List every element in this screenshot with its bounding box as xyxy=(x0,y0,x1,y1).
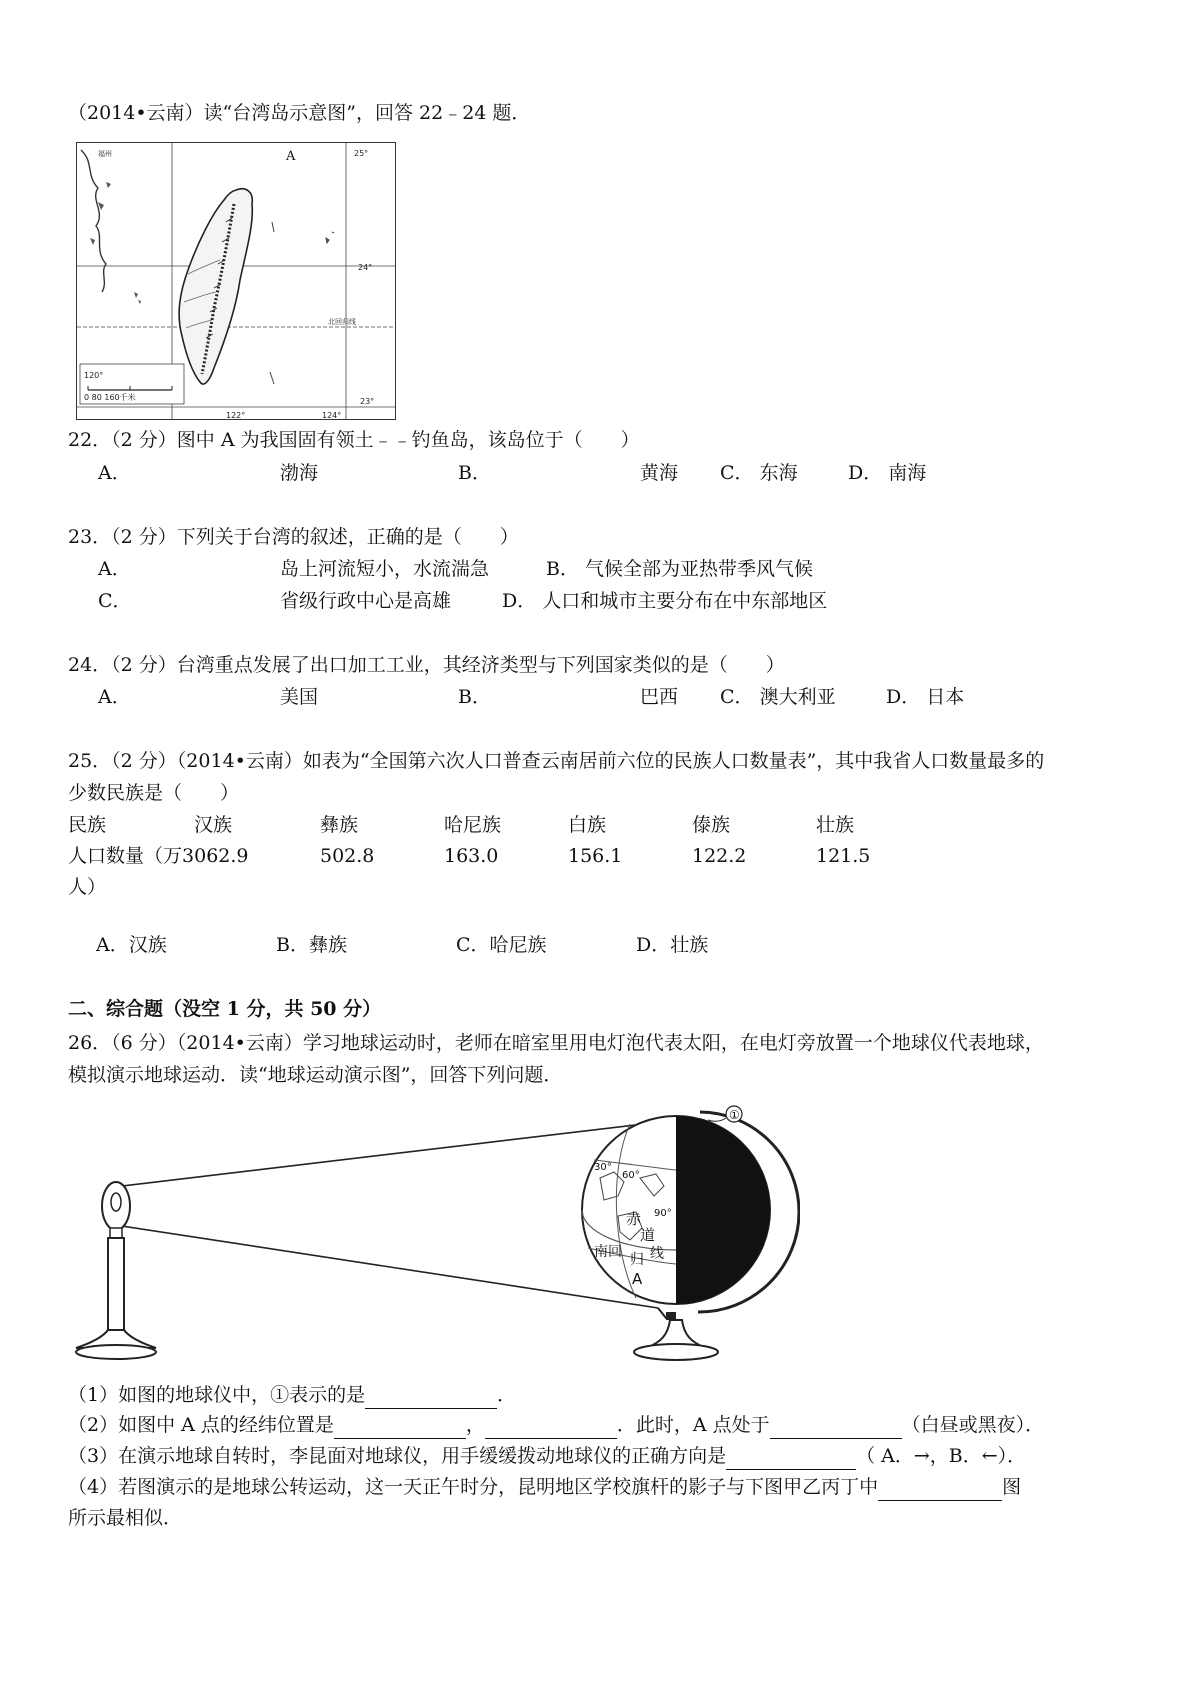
figure-label-tropic-1: 南回 xyxy=(594,1244,622,1260)
q23-option-b: B． 气候全部为亚热带季风气候 xyxy=(546,558,814,580)
map-label-tropic: 北回归线 xyxy=(328,318,356,326)
q22-option-b-label: B． xyxy=(458,462,491,484)
figure-label-90: 90° xyxy=(654,1208,672,1219)
q23-stem: 23．（2 分）下列关于台湾的叙述，正确的是（ ） xyxy=(68,526,519,548)
table-row-label-line2: 人） xyxy=(68,876,107,898)
answer-blank-2[interactable] xyxy=(334,1412,466,1439)
intro-text: （2014•云南）读“台湾岛示意图”，回答 22﹣24 题． xyxy=(68,102,531,124)
q26-part4-end: 图 xyxy=(1002,1476,1022,1498)
map-label-city: 福州 xyxy=(98,150,112,158)
q24-stem: 24．（2 分）台湾重点发展了出口加工工业，其经济类型与下列国家类似的是（ ） xyxy=(68,654,785,676)
section-title: 二、综合题（没空 1 分，共 50 分） xyxy=(68,998,382,1020)
table-header-cell: 壮族 xyxy=(816,814,855,836)
q26-part2 xyxy=(68,1412,1044,1439)
q23-option-a-text: 岛上河流短小，水流湍急 xyxy=(280,558,490,580)
answer-blank-1[interactable] xyxy=(365,1382,497,1409)
q22-option-d: D． 南海 xyxy=(848,462,927,484)
map-label-a: A xyxy=(286,149,296,164)
taiwan-map xyxy=(76,142,396,420)
q22-stem: 22．（2 分）图中 A 为我国固有领土﹣﹣钓鱼岛，该岛位于（ ） xyxy=(68,429,640,451)
map-label-lat-25: 25° xyxy=(354,149,369,158)
table-cell: 122.2 xyxy=(692,845,747,867)
q22-option-a-text: 渤海 xyxy=(280,462,319,484)
answer-blank-6[interactable] xyxy=(878,1474,1002,1501)
q23-option-d: D． 人口和城市主要分布在中东部地区 xyxy=(502,590,828,612)
q25-stem-line2: 少数民族是（ ） xyxy=(68,782,240,804)
table-cell: 163.0 xyxy=(444,845,499,867)
q26-part2-mid: ．此时，A 点处于 xyxy=(616,1414,770,1436)
q26-part2-text: （2）如图中 A 点的经纬位置是 xyxy=(68,1414,334,1436)
table-header-cell: 彝族 xyxy=(320,814,359,836)
q25-option-c: C．哈尼族 xyxy=(456,934,547,956)
table-cell: 3062.9 xyxy=(182,845,249,867)
map-scale-label: 0 80 160千米 xyxy=(84,393,136,402)
figure-label-equator-2: 道 xyxy=(640,1226,656,1244)
answer-blank-3[interactable] xyxy=(485,1412,617,1439)
q22-option-a-label: A． xyxy=(98,462,131,484)
table-header-cell: 汉族 xyxy=(194,814,233,836)
q24-option-a-label: A． xyxy=(98,686,131,708)
q25-option-a: A．汉族 xyxy=(96,934,167,956)
q24-option-a-text: 美国 xyxy=(280,686,319,708)
q26-part3 xyxy=(68,1443,1026,1470)
q26-stem-line2: 模拟演示地球运动．读“地球运动演示图”，回答下列问题． xyxy=(68,1064,563,1086)
table-header-cell: 哈尼族 xyxy=(444,814,502,836)
map-label-lon-124: 124° xyxy=(322,411,342,420)
map-label-lon-120: 120° xyxy=(84,371,104,380)
table-header-label: 民族 xyxy=(68,814,107,836)
q23-option-c-label: C． xyxy=(98,590,132,612)
q25-option-b: B．彝族 xyxy=(276,934,347,956)
q24-option-b-text: 巴西 xyxy=(640,686,679,708)
q26-part3-end: （ A．→，B．←）． xyxy=(856,1445,1027,1467)
q22-option-c: C． 东海 xyxy=(720,462,798,484)
map-label-lat-24: 24° xyxy=(358,263,373,272)
figure-label-tropic-3: 线 xyxy=(650,1246,664,1262)
figure-label-60: 60° xyxy=(622,1170,640,1181)
globe xyxy=(582,1112,799,1360)
q26-part1-text: （1）如图的地球仪中，①表示的是 xyxy=(68,1384,366,1406)
table-row-label-line1: 人口数量（万 xyxy=(68,845,183,867)
answer-blank-4[interactable] xyxy=(770,1412,902,1439)
q26-part1 xyxy=(68,1382,516,1409)
earth-motion-figure xyxy=(70,1098,800,1370)
table-header-cell: 白族 xyxy=(568,814,607,836)
q26-part2-comma: ， xyxy=(465,1414,485,1436)
table-cell: 502.8 xyxy=(320,845,375,867)
q24-option-c: C． 澳大利亚 xyxy=(720,686,836,708)
q24-option-b-label: B． xyxy=(458,686,491,708)
figure-label-a: A xyxy=(632,1270,643,1288)
q22-option-b-text: 黄海 xyxy=(640,462,679,484)
q26-part4 xyxy=(68,1474,1021,1501)
q26-part2-end: （白昼或黑夜）． xyxy=(901,1414,1045,1436)
table-row-label xyxy=(68,843,249,869)
q25-stem-line1: 25．（2 分）（2014•云南）如表为“全国第六次人口普查云南居前六位的民族人口数量表”，其中我省人口数量最多的 xyxy=(68,750,1045,772)
q26-stem-line1: 26．（6 分）（2014•云南）学习地球运动时，老师在暗室里用电灯泡代表太阳，在电灯旁放置一个地球仪代表地球， xyxy=(68,1032,1044,1054)
map-label-lon-122: 122° xyxy=(226,411,246,420)
q26-part3-text: （3）在演示地球自转时，李昆面对地球仪，用手缓缓拨动地球仪的正确方向是 xyxy=(68,1445,727,1467)
table-cell: 121.5 xyxy=(816,845,871,867)
lamp xyxy=(76,1182,156,1359)
q26-part1-end: ． xyxy=(497,1384,517,1406)
q26-part4-line2: 所示最相似． xyxy=(68,1507,183,1529)
q23-option-c-text: 省级行政中心是高雄 xyxy=(280,590,452,612)
map-label-lat-23: 23° xyxy=(360,397,375,406)
table-header-cell: 傣族 xyxy=(692,814,731,836)
figure-label-circle-1: ① xyxy=(729,1108,740,1122)
q25-option-d: D．壮族 xyxy=(636,934,709,956)
answer-blank-5[interactable] xyxy=(726,1443,856,1470)
q23-option-a-label: A． xyxy=(98,558,131,580)
figure-label-30: 30° xyxy=(594,1162,612,1173)
figure-label-equator-1: 赤 xyxy=(626,1210,642,1228)
q24-option-d: D． 日本 xyxy=(886,686,965,708)
table-cell: 156.1 xyxy=(568,845,623,867)
figure-label-tropic-2: 归 xyxy=(630,1252,644,1268)
q26-part4-text: （4）若图演示的是地球公转运动，这一天正午时分，昆明地区学校旗杆的影子与下图甲乙丙丁中 xyxy=(68,1476,879,1498)
